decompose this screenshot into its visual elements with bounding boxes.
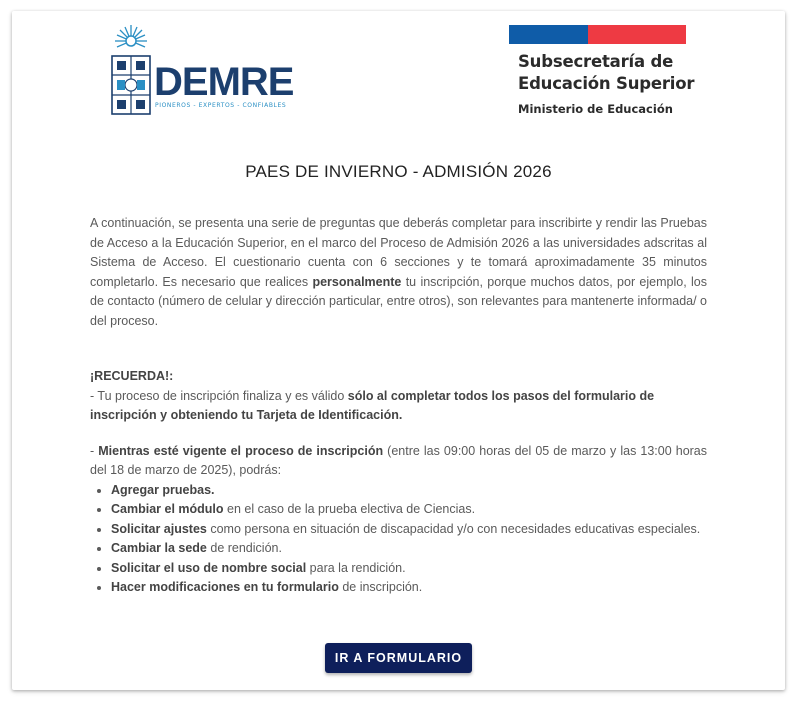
list-item	[111, 520, 707, 540]
flag-red-segment	[588, 25, 686, 44]
flag-blue-segment	[509, 25, 588, 44]
list-item	[111, 559, 707, 579]
period-prefix: -	[90, 443, 99, 458]
chile-flag-bar	[509, 25, 686, 44]
list-item-bold: Hacer modificaciones en tu formulario	[111, 580, 339, 594]
go-to-form-button[interactable]: IR A FORMULARIO	[325, 643, 472, 673]
list-item-bold: Solicitar ajustes	[111, 521, 207, 536]
list-item-bold: Agregar pruebas.	[111, 482, 215, 497]
list-item-rest: para la rendición.	[306, 560, 406, 575]
list-item-rest: como persona en situación de discapacidad y/o con necesidades educativas especiales.	[206, 521, 701, 536]
registration-period-paragraph	[90, 442, 707, 481]
list-item	[111, 481, 707, 501]
reminder-line1-bold: sólo al completar todos los pasos del formulario de inscripción y obteniendo tu Tarjeta de Identificación.	[90, 388, 655, 422]
list-item-rest: de inscripción.	[338, 580, 423, 594]
period-bold: Mientras esté vigente el proceso de inscripción	[98, 443, 384, 458]
intro-paragraph	[90, 214, 707, 331]
list-item-bold: Solicitar el uso de nombre social	[111, 560, 307, 575]
reminder-line1-prefix: - Tu proceso de inscripción finaliza y es válido	[90, 388, 348, 403]
intro-text-after: tu inscripción, porque muchos datos, por ejemplo, los de contacto (número de celular y dirección particular, entre otros), son relevantes para mantenerte informada/ o del proceso.	[90, 274, 707, 328]
list-item-rest: de rendición.	[206, 541, 282, 555]
instructions-content	[90, 214, 707, 598]
demre-tagline: PIONEROS - EXPERTOS - CONFIABLES	[155, 102, 287, 109]
ministry-logo-line3: Ministerio de Educación	[518, 102, 673, 116]
list-item-bold: Cambiar el módulo	[111, 502, 224, 516]
list-item	[111, 578, 707, 598]
allowed-actions-list	[90, 481, 707, 598]
reminder-section	[90, 367, 707, 426]
list-item	[111, 500, 707, 520]
list-item	[111, 539, 707, 559]
ministry-logo-line2: Educación Superior	[518, 74, 695, 93]
main-card	[12, 11, 785, 690]
intro-emphasis: personalmente	[312, 274, 402, 289]
period-rest: (entre las 09:00 horas del 05 de marzo y las 13:00 horas del 18 de marzo de 2025), podrás:	[90, 443, 708, 477]
list-item-bold: Cambiar la sede	[111, 541, 207, 555]
reminder-heading: ¡RECUERDA!:	[90, 369, 174, 383]
page-title: PAES DE INVIERNO - ADMISIÓN 2026	[245, 162, 552, 181]
list-item-rest: en el caso de la prueba electiva de Ciencias.	[223, 502, 476, 516]
intro-text-before: A continuación, se presenta una serie de preguntas que deberás completar para inscribirte y rendir las Pruebas de Acceso a la Educación Superior, en el marco del Proceso de Admisión 2026 a las universidades adscritas al Sistema de Acceso. El cuestionario cuenta con 6 secciones y te tomará aproximadamente 35 minutos completarlo. Es necesario que realices	[90, 216, 707, 289]
ministry-logo-line1: Subsecretaría de	[518, 52, 674, 71]
demre-wordmark: DEMRE	[154, 60, 294, 104]
